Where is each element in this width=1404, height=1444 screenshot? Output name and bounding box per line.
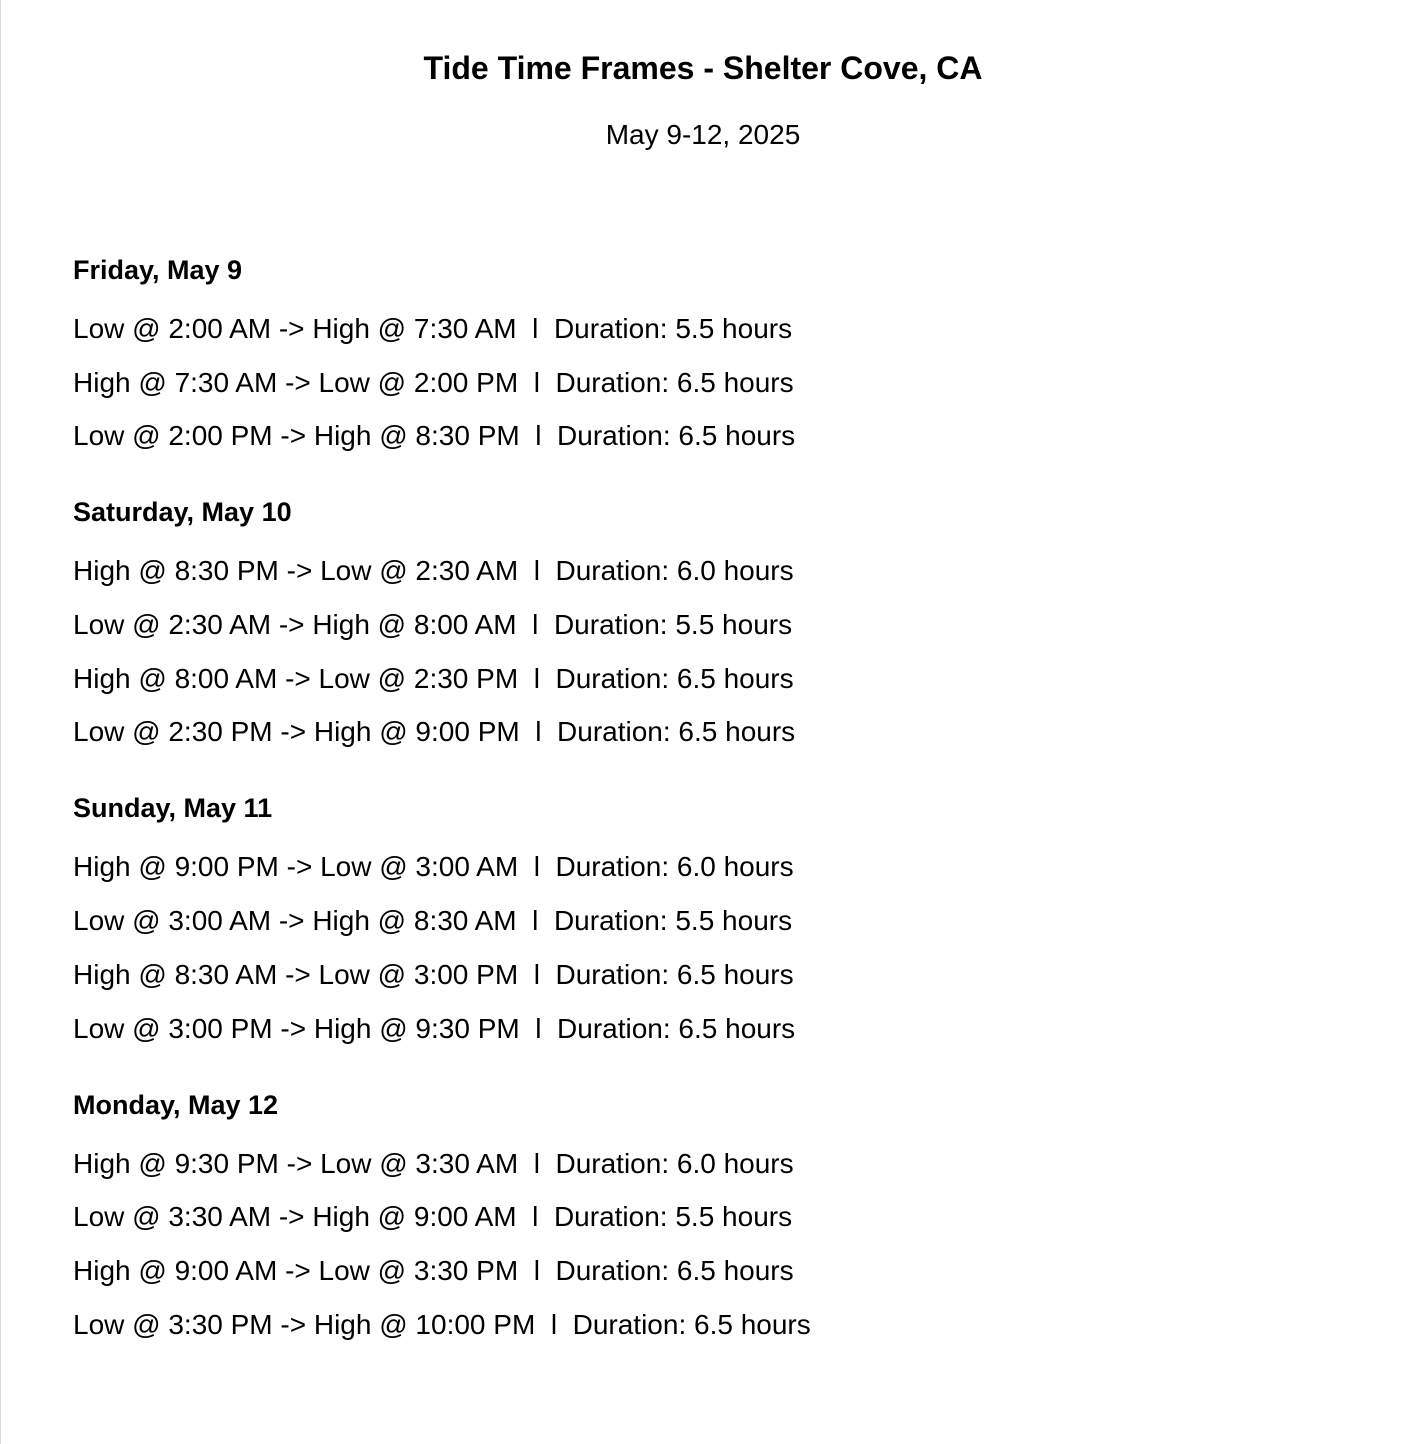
tide-entry: High @ 7:30 AM -> Low @ 2:00 PM l Duration: 6.5 hours — [73, 366, 794, 398]
tide-entry: Low @ 2:30 AM -> High @ 8:00 AM l Duration: 5.5 hours — [73, 609, 793, 641]
tide-entry: High @ 8:30 AM -> Low @ 3:00 PM l Duration: 6.5 hours — [73, 958, 794, 990]
tide-entry: High @ 8:30 PM -> Low @ 2:30 AM l Duration: 6.0 hours — [73, 555, 794, 587]
tide-schedule — [73, 252, 1333, 1383]
tide-entry: High @ 9:30 PM -> Low @ 3:30 AM l Duration: 6.0 hours — [73, 1147, 794, 1179]
day-heading: Friday, May 9 — [73, 255, 243, 285]
day-section-saturday — [73, 494, 1333, 750]
day-heading: Monday, May 12 — [73, 1089, 279, 1120]
day-heading: Sunday, May 11 — [73, 793, 273, 824]
tide-entry: Low @ 2:00 AM -> High @ 7:30 AM l Duration: 5.5 hours — [73, 313, 793, 344]
tide-entry: Low @ 2:30 PM -> High @ 9:00 PM l Duration: 6.5 hours — [73, 716, 796, 748]
tide-entry: Low @ 3:30 PM -> High @ 10:00 PM l Duration: 6.5 hours — [73, 1308, 811, 1340]
document-date-range: May 9-12, 2025 — [605, 119, 801, 150]
day-section-sunday — [73, 790, 1333, 1046]
tide-entry: Low @ 3:00 PM -> High @ 9:30 PM l Duration: 6.5 hours — [73, 1012, 796, 1044]
tide-entry: High @ 9:00 AM -> Low @ 3:30 PM l Duration: 6.5 hours — [73, 1254, 794, 1286]
tide-entry: High @ 8:00 AM -> Low @ 2:30 PM l Duration: 6.5 hours — [73, 662, 794, 694]
day-heading: Saturday, May 10 — [73, 497, 292, 528]
tide-entry: High @ 9:00 PM -> Low @ 3:00 AM l Duration: 6.0 hours — [73, 851, 794, 883]
tide-entry: Low @ 2:00 PM -> High @ 8:30 PM l Duration: 6.5 hours — [73, 420, 796, 452]
day-section-friday — [73, 252, 1333, 454]
tide-entry: Low @ 3:00 AM -> High @ 8:30 AM l Duration: 5.5 hours — [73, 905, 793, 937]
document-title: Tide Time Frames - Shelter Cove, CA — [423, 50, 983, 86]
tide-entry: Low @ 3:30 AM -> High @ 9:00 AM l Duration: 5.5 hours — [73, 1201, 793, 1233]
day-section-monday — [73, 1087, 1333, 1343]
